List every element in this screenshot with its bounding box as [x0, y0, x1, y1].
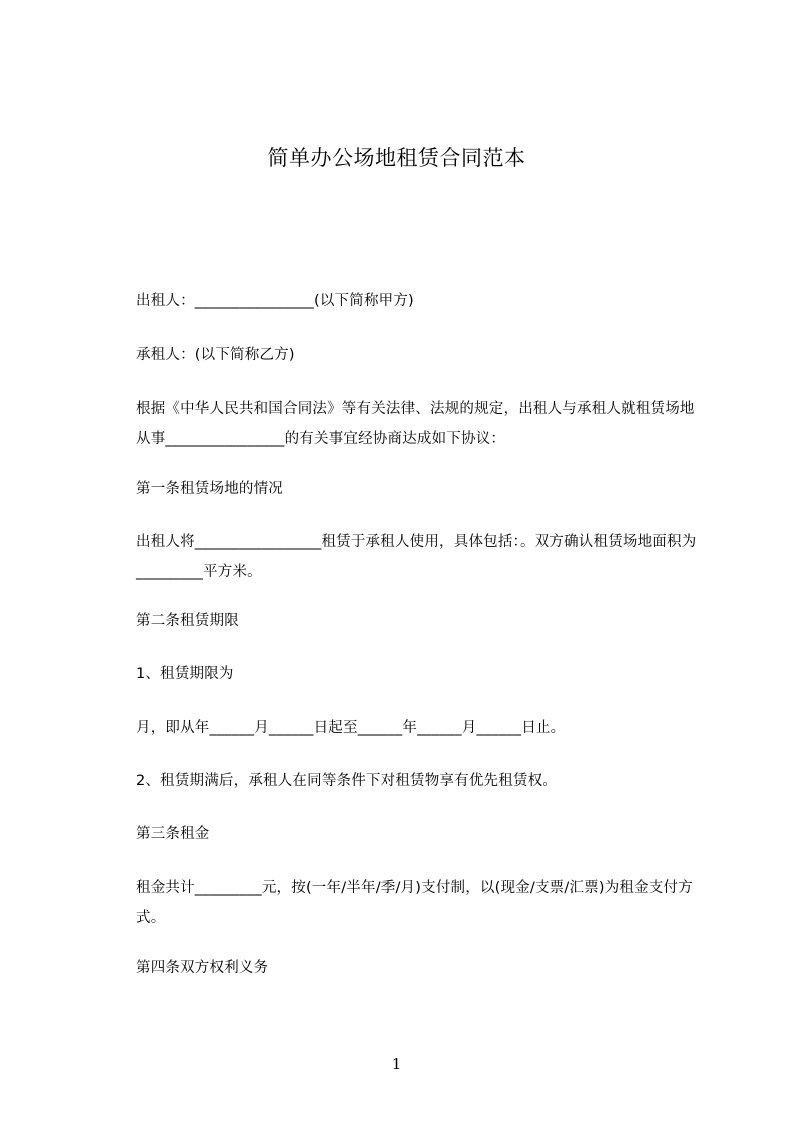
page-number: 1 [391, 1055, 402, 1073]
paragraph-term-dates: 月，即从年______月______日起至______年______月______日止。 [136, 720, 566, 736]
heading-article-3: 第三条租金 [136, 826, 210, 842]
paragraph-lessee: 承租人：(以下简称乙方) [136, 347, 295, 363]
paragraph-lessor: 出租人：________________(以下简称甲方) [136, 293, 414, 309]
paragraph-premises: 出租人将_________________租赁于承租人使用，具体包括：。双方确认租赁场地面积为_________平方米。 [136, 534, 697, 580]
document-title: 简单办公场地租赁合同范本 [267, 146, 526, 170]
heading-article-4: 第四条双方权利义务 [136, 960, 269, 976]
heading-article-2: 第二条租赁期限 [136, 613, 239, 629]
paragraph-rent: 租金共计_________元，按(一年/半年/季/月)支付制，以(现金/支票/汇票)为租金支付方式。 [136, 880, 693, 926]
paragraph-preamble: 根据《中华人民共和国合同法》等有关法律、法规的规定，出租人与承租人就租赁场地从事________________的有关事宜经协商达成如下协议： [136, 401, 695, 447]
paragraph-term-2: 2、租赁期满后，承租人在同等条件下对租赁物享有优先租赁权。 [136, 773, 558, 789]
heading-article-1: 第一条租赁场地的情况 [136, 481, 283, 497]
paragraph-term-1: 1、租赁期限为 [136, 666, 234, 682]
